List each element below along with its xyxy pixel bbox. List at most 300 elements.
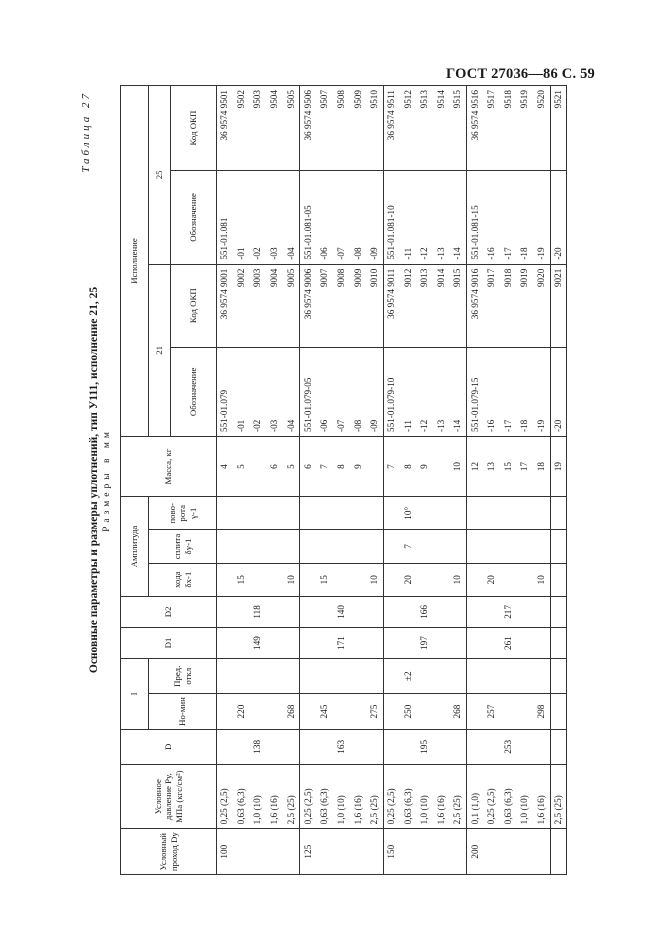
d1-cell: [534, 627, 551, 658]
d-cell: 253: [500, 729, 517, 764]
d1-cell: [467, 627, 484, 658]
dimensions-note: Размеры в мм: [102, 428, 112, 532]
rotation-cell: [550, 497, 567, 530]
oboz25-cell: -09: [367, 171, 384, 264]
py-cell: 1,0 (10): [333, 764, 350, 828]
header-oboz-21: Обозначение: [171, 347, 217, 436]
d2-cell: [217, 596, 234, 627]
d2-cell: [367, 596, 384, 627]
d-cell: [267, 729, 284, 764]
header-okp-21: Код ОКП: [171, 264, 217, 347]
dy-cell: 150: [383, 829, 400, 875]
okp21-cell: 9021: [550, 264, 567, 347]
d2-cell: [433, 596, 450, 627]
l-tol-cell: [250, 659, 267, 694]
okp21-cell: 9004: [267, 264, 284, 347]
mass-cell: 17: [517, 436, 534, 496]
oboz21-cell: -13: [433, 347, 450, 436]
dy-cell: [550, 829, 567, 875]
d1-cell: [450, 627, 467, 658]
py-cell: 1,0 (10): [417, 764, 434, 828]
l-nom-cell: [433, 694, 450, 729]
py-cell: 0,1 (1,0): [467, 764, 484, 828]
table-row: [317, 86, 334, 875]
split-cell: [350, 530, 367, 563]
oboz25-cell: -17: [500, 171, 517, 264]
d-cell: [467, 729, 484, 764]
oboz25-cell: -02: [250, 171, 267, 264]
page-header: ГОСТ 27036—86 С. 59: [446, 66, 595, 82]
split-cell: [517, 530, 534, 563]
d2-cell: [534, 596, 551, 627]
mass-cell: [250, 436, 267, 496]
dy-cell: [400, 829, 417, 875]
split-cell: [217, 530, 234, 563]
d1-cell: 171: [333, 627, 350, 658]
rotated-table-block: [76, 85, 596, 875]
l-nom-cell: [500, 694, 517, 729]
okp21-cell: 9020: [534, 264, 551, 347]
d-cell: [433, 729, 450, 764]
d1-cell: [350, 627, 367, 658]
okp21-cell: 9007: [317, 264, 334, 347]
l-nom-cell: [467, 694, 484, 729]
header-l: l: [121, 659, 149, 730]
l-tol-cell: [500, 659, 517, 694]
py-cell: 1,0 (10): [250, 764, 267, 828]
stroke-cell: [300, 563, 317, 596]
d1-cell: [217, 627, 234, 658]
oboz21-cell: 551-01.079-15: [467, 347, 484, 436]
d2-cell: [517, 596, 534, 627]
dy-cell: [534, 829, 551, 875]
header-d2: D2: [121, 596, 217, 627]
oboz21-cell: 551-01.079-05: [300, 347, 317, 436]
d1-cell: [300, 627, 317, 658]
d2-cell: [450, 596, 467, 627]
d-cell: [283, 729, 300, 764]
oboz21-cell: 551-01.079: [217, 347, 234, 436]
header-okp-25: Код ОКП: [171, 86, 217, 171]
mass-cell: [367, 436, 384, 496]
okp25-cell: 9509: [350, 86, 367, 171]
dy-cell: [267, 829, 284, 875]
d-cell: [534, 729, 551, 764]
table-row: [484, 86, 501, 875]
d1-cell: [367, 627, 384, 658]
py-cell: 1,6 (16): [267, 764, 284, 828]
header-rotation: пово-рота γ-1: [149, 497, 217, 530]
d2-cell: [550, 596, 567, 627]
py-cell: 0,25 (2,5): [383, 764, 400, 828]
table-body: [217, 86, 567, 875]
l-nom-cell: 268: [450, 694, 467, 729]
okp21-cell: 9010: [367, 264, 384, 347]
l-nom-cell: 220: [233, 694, 250, 729]
mass-cell: 13: [484, 436, 501, 496]
header-stroke: хода δx-1: [149, 563, 217, 596]
mass-cell: 9: [417, 436, 434, 496]
l-nom-cell: 245: [317, 694, 334, 729]
parameters-table: [120, 85, 567, 875]
d-cell: [350, 729, 367, 764]
d1-cell: [317, 627, 334, 658]
l-tol-cell: [484, 659, 501, 694]
oboz25-cell: -11: [400, 171, 417, 264]
l-tol-cell: [417, 659, 434, 694]
d2-cell: [300, 596, 317, 627]
dy-cell: [233, 829, 250, 875]
oboz25-cell: -03: [267, 171, 284, 264]
split-cell: 7: [400, 530, 417, 563]
l-nom-cell: [300, 694, 317, 729]
okp25-cell: 9503: [250, 86, 267, 171]
header-exec-21: 21: [149, 264, 171, 436]
okp25-cell: 9520: [534, 86, 551, 171]
mass-cell: 8: [333, 436, 350, 496]
d-cell: [517, 729, 534, 764]
split-cell: [283, 530, 300, 563]
dy-cell: [317, 829, 334, 875]
mass-cell: 4: [217, 436, 234, 496]
py-cell: 1,0 (10): [517, 764, 534, 828]
okp25-cell: 36 9574 9516: [467, 86, 484, 171]
d2-cell: [400, 596, 417, 627]
rotation-cell: [517, 497, 534, 530]
dy-cell: [517, 829, 534, 875]
header-split: сплита δy-1: [149, 530, 217, 563]
okp21-cell: 9013: [417, 264, 434, 347]
okp25-cell: 9512: [400, 86, 417, 171]
dy-cell: [450, 829, 467, 875]
d1-cell: [267, 627, 284, 658]
rotation-cell: [350, 497, 367, 530]
d2-cell: [467, 596, 484, 627]
okp21-cell: 9014: [433, 264, 450, 347]
table-title: Основные параметры и размеры уплотнений, тип У111, исполнение 21, 25: [88, 286, 100, 674]
oboz21-cell: -08: [350, 347, 367, 436]
l-tol-cell: [267, 659, 284, 694]
dy-cell: [433, 829, 450, 875]
table-row: [417, 86, 434, 875]
py-cell: 0,63 (6,3): [400, 764, 417, 828]
l-nom-cell: [517, 694, 534, 729]
d-cell: [233, 729, 250, 764]
split-cell: [233, 530, 250, 563]
mass-cell: 9: [350, 436, 367, 496]
oboz25-cell: -04: [283, 171, 300, 264]
mass-cell: [433, 436, 450, 496]
rotation-cell: [300, 497, 317, 530]
l-tol-cell: [467, 659, 484, 694]
py-cell: 0,25 (2,5): [484, 764, 501, 828]
l-nom-cell: [267, 694, 284, 729]
rotation-cell: [267, 497, 284, 530]
dy-cell: [500, 829, 517, 875]
py-cell: 2,5 (25): [283, 764, 300, 828]
l-nom-cell: 275: [367, 694, 384, 729]
okp21-cell: 9003: [250, 264, 267, 347]
mass-cell: 6: [267, 436, 284, 496]
header-l-tol: Пред. откл: [149, 659, 217, 694]
dy-cell: [283, 829, 300, 875]
dy-cell: [484, 829, 501, 875]
stroke-cell: [267, 563, 284, 596]
oboz21-cell: -12: [417, 347, 434, 436]
d1-cell: [550, 627, 567, 658]
split-cell: [450, 530, 467, 563]
d2-cell: [233, 596, 250, 627]
header-py: Условное давление Pу, МПа (кгс/см²): [121, 764, 217, 828]
table-row: [500, 86, 517, 875]
stroke-cell: 10: [534, 563, 551, 596]
d-cell: [450, 729, 467, 764]
dy-cell: 100: [217, 829, 234, 875]
stroke-cell: 10: [283, 563, 300, 596]
table-row: [267, 86, 284, 875]
table-row: [383, 86, 400, 875]
rotation-cell: [417, 497, 434, 530]
l-tol-cell: [534, 659, 551, 694]
d2-cell: [350, 596, 367, 627]
stroke-cell: [467, 563, 484, 596]
rotation-cell: [450, 497, 467, 530]
mass-cell: 6: [300, 436, 317, 496]
dy-cell: 200: [467, 829, 484, 875]
d1-cell: [484, 627, 501, 658]
dy-cell: 125: [300, 829, 317, 875]
oboz25-cell: -18: [517, 171, 534, 264]
oboz21-cell: -01: [233, 347, 250, 436]
d-cell: [550, 729, 567, 764]
okp25-cell: 36 9574 9506: [300, 86, 317, 171]
header-l-nom: Но-мин: [149, 694, 217, 729]
d2-cell: 217: [500, 596, 517, 627]
py-cell: 0,63 (6,3): [500, 764, 517, 828]
okp25-cell: 36 9574 9501: [217, 86, 234, 171]
okp21-cell: 9018: [500, 264, 517, 347]
stroke-cell: 15: [317, 563, 334, 596]
d2-cell: 118: [250, 596, 267, 627]
table-row: [534, 86, 551, 875]
d1-cell: 261: [500, 627, 517, 658]
split-cell: [367, 530, 384, 563]
rotation-cell: [500, 497, 517, 530]
table-row: [450, 86, 467, 875]
rotation-cell: [534, 497, 551, 530]
header-exec-25: 25: [149, 86, 171, 265]
mass-cell: 5: [233, 436, 250, 496]
split-cell: [534, 530, 551, 563]
okp25-cell: 9505: [283, 86, 300, 171]
rotation-cell: 10°: [400, 497, 417, 530]
header-mass: Масса, кг: [121, 436, 217, 496]
l-nom-cell: [250, 694, 267, 729]
oboz25-cell: -20: [550, 171, 567, 264]
oboz25-cell: 551-01.081: [217, 171, 234, 264]
rotation-cell: [484, 497, 501, 530]
okp21-cell: 9008: [333, 264, 350, 347]
l-tol-cell: [283, 659, 300, 694]
oboz25-cell: -13: [433, 171, 450, 264]
mass-cell: 10: [450, 436, 467, 496]
rotation-cell: [250, 497, 267, 530]
okp25-cell: 9510: [367, 86, 384, 171]
split-cell: [550, 530, 567, 563]
stroke-cell: 10: [367, 563, 384, 596]
split-cell: [417, 530, 434, 563]
l-nom-cell: 257: [484, 694, 501, 729]
split-cell: [500, 530, 517, 563]
split-cell: [433, 530, 450, 563]
l-tol-cell: [300, 659, 317, 694]
mass-cell: 7: [317, 436, 334, 496]
d2-cell: 140: [333, 596, 350, 627]
d-cell: [317, 729, 334, 764]
oboz21-cell: -14: [450, 347, 467, 436]
mass-cell: 8: [400, 436, 417, 496]
oboz21-cell: 551-01.079-10: [383, 347, 400, 436]
okp21-cell: 9009: [350, 264, 367, 347]
okp25-cell: 9518: [500, 86, 517, 171]
stroke-cell: 10: [450, 563, 467, 596]
table-row: [283, 86, 300, 875]
split-cell: [317, 530, 334, 563]
d2-cell: [484, 596, 501, 627]
mass-cell: 12: [467, 436, 484, 496]
dy-cell: [250, 829, 267, 875]
l-tol-cell: [217, 659, 234, 694]
table-row: [217, 86, 234, 875]
oboz21-cell: -07: [333, 347, 350, 436]
py-cell: 0,25 (2,5): [217, 764, 234, 828]
l-tol-cell: [550, 659, 567, 694]
stroke-cell: [383, 563, 400, 596]
l-nom-cell: [417, 694, 434, 729]
split-cell: [333, 530, 350, 563]
rotation-cell: [467, 497, 484, 530]
l-nom-cell: [383, 694, 400, 729]
oboz25-cell: -08: [350, 171, 367, 264]
okp21-cell: 36 9574 9016: [467, 264, 484, 347]
oboz21-cell: -03: [267, 347, 284, 436]
oboz25-cell: 551-01.081-05: [300, 171, 317, 264]
l-nom-cell: 250: [400, 694, 417, 729]
okp25-cell: 9508: [333, 86, 350, 171]
py-cell: 2,5 (25): [367, 764, 384, 828]
mass-cell: 15: [500, 436, 517, 496]
okp21-cell: 9012: [400, 264, 417, 347]
d1-cell: [433, 627, 450, 658]
table-row: [433, 86, 450, 875]
py-cell: 2,5 (25): [450, 764, 467, 828]
oboz25-cell: -01: [233, 171, 250, 264]
oboz25-cell: -19: [534, 171, 551, 264]
d1-cell: [383, 627, 400, 658]
oboz25-cell: 551-01.081-10: [383, 171, 400, 264]
okp21-cell: 36 9574 9011: [383, 264, 400, 347]
py-cell: 0,63 (6,3): [233, 764, 250, 828]
d2-cell: [383, 596, 400, 627]
d1-cell: 197: [417, 627, 434, 658]
split-cell: [300, 530, 317, 563]
d-cell: [400, 729, 417, 764]
d-cell: [367, 729, 384, 764]
dy-cell: [333, 829, 350, 875]
okp21-cell: 9005: [283, 264, 300, 347]
stroke-cell: 15: [233, 563, 250, 596]
oboz21-cell: -06: [317, 347, 334, 436]
l-tol-cell: [367, 659, 384, 694]
okp25-cell: 9507: [317, 86, 334, 171]
okp21-cell: 9017: [484, 264, 501, 347]
d2-cell: [317, 596, 334, 627]
stroke-cell: [217, 563, 234, 596]
rotation-cell: [317, 497, 334, 530]
stroke-cell: [433, 563, 450, 596]
oboz21-cell: -04: [283, 347, 300, 436]
okp21-cell: 36 9574 9001: [217, 264, 234, 347]
okp21-cell: 9002: [233, 264, 250, 347]
mass-cell: 19: [550, 436, 567, 496]
rotation-cell: [367, 497, 384, 530]
l-tol-cell: [450, 659, 467, 694]
dy-cell: [350, 829, 367, 875]
py-cell: 1,6 (16): [433, 764, 450, 828]
okp25-cell: 9502: [233, 86, 250, 171]
l-tol-cell: [517, 659, 534, 694]
py-cell: 0,25 (2,5): [300, 764, 317, 828]
header-oboz-25: Обозначение: [171, 171, 217, 264]
l-nom-cell: 268: [283, 694, 300, 729]
rotation-cell: [333, 497, 350, 530]
d-cell: 163: [333, 729, 350, 764]
l-nom-cell: [350, 694, 367, 729]
rotation-cell: [433, 497, 450, 530]
header-execution: Исполнение: [121, 86, 149, 437]
stroke-cell: [500, 563, 517, 596]
table-row: [350, 86, 367, 875]
l-tol-cell: [350, 659, 367, 694]
oboz25-cell: -16: [484, 171, 501, 264]
table-row: [333, 86, 350, 875]
mass-cell: 5: [283, 436, 300, 496]
d-cell: 138: [250, 729, 267, 764]
py-cell: 1,6 (16): [534, 764, 551, 828]
oboz21-cell: -19: [534, 347, 551, 436]
split-cell: [250, 530, 267, 563]
oboz25-cell: -14: [450, 171, 467, 264]
d-cell: 195: [417, 729, 434, 764]
py-cell: 1,6 (16): [350, 764, 367, 828]
table-row: [467, 86, 484, 875]
okp25-cell: 9504: [267, 86, 284, 171]
d1-cell: [400, 627, 417, 658]
split-cell: [267, 530, 284, 563]
rotation-cell: [283, 497, 300, 530]
stroke-cell: [417, 563, 434, 596]
table-number: Таблица 27: [80, 91, 92, 173]
d2-cell: [267, 596, 284, 627]
l-tol-cell: [333, 659, 350, 694]
split-cell: [467, 530, 484, 563]
okp25-cell: 9513: [417, 86, 434, 171]
stroke-cell: 20: [400, 563, 417, 596]
d2-cell: [283, 596, 300, 627]
stroke-cell: 20: [484, 563, 501, 596]
l-nom-cell: [333, 694, 350, 729]
okp25-cell: 36 9574 9511: [383, 86, 400, 171]
